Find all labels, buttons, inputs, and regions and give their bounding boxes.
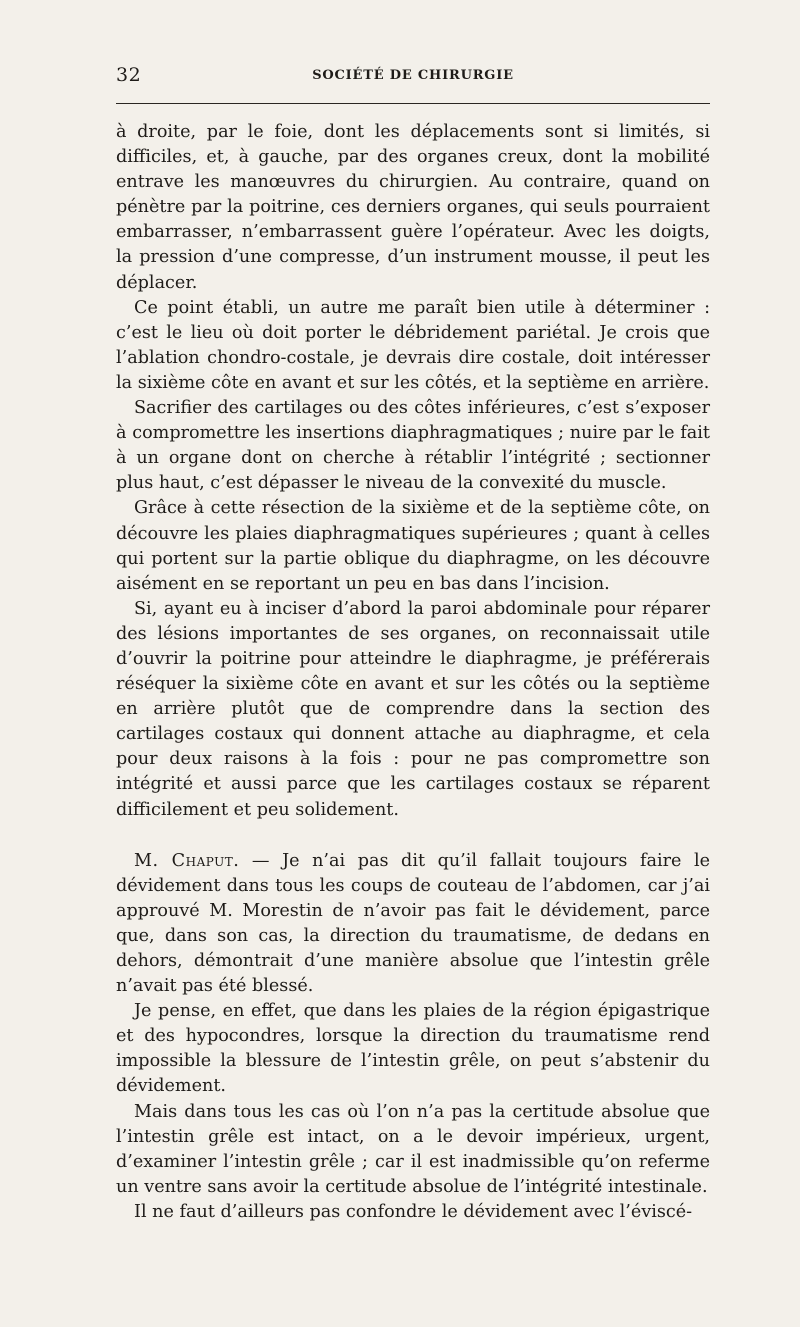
running-title: SOCIÉTÉ DE CHIRURGIE	[312, 68, 514, 83]
paragraph: Si, ayant eu à inciser d’abord la paroi abdominale pour réparer des lésions importantes de ses organes, on reconnaissait utile d’ouvrir la poitrine pour atteindre le diaphragme, je préférerais réséquer la sixième côte en avant et sur les côtés ou la septième en arrière plutôt que de comprendre dans la section des cartilages costaux qui donnent attache au diaphragme, et cela pour deux raisons à la fois : pour ne pas compromettre son intégrité et aussi parce que les cartilages costaux se réparent difficilement et peu solidement.	[116, 598, 710, 820]
paragraph: Mais dans tous les cas où l’on n’a pas la certitude absolue que l’intestin grêle est intact, on a le devoir impérieux, urgent, d’examiner l’intestin grêle ; car il est inadmissible qu’on referme un ventre sans avoir la certitude absolue de l’intégrité intestinale.	[116, 1101, 710, 1197]
speaker-name: M. Chaput.	[134, 850, 240, 871]
paragraph: Ce point établi, un autre me paraît bien utile à déterminer : c’est le lieu où doit porter le débridement pariétal. Je crois que l’ablation chondro-costale, je devrais dire costale, doit intéresser la sixième côte en avant et sur les côtés, et la septième en arrière.	[116, 297, 710, 393]
reply-opening-paragraph	[116, 849, 710, 1000]
paragraph: Grâce à cette résection de la sixième et de la septième côte, on découvre les plaies diaphragmatiques supérieures ; quant à celles qui portent sur la partie oblique du diaphragme, on les découvre aisément en se reportant un peu en bas dans l’incision.	[116, 498, 710, 594]
page-header	[116, 64, 710, 86]
paragraph: à droite, par le foie, dont les déplacements sont si limités, si difficiles, et, à gauche, par des organes creux, dont la mobilité entrave les manœuvres du chirurgien. Au contraire, quand on pénètre par la poitrine, ces derniers organes, qui seuls pourraient embarrasser, n’embarrassent guère l’opérateur. Avec les doigts, la pression d’une compresse, d’un instrument mousse, il peut les déplacer.	[116, 122, 710, 293]
paragraph: Il ne faut d’ailleurs pas confondre le dévidement avec l’éviscé-	[134, 1201, 693, 1222]
page-number: 32	[116, 64, 142, 86]
paragraph: Je pense, en effet, que dans les plaies de la région épigastrique et des hypocondres, lorsque la direction du traumatisme rend impossible la blessure de l’intestin grêle, on peut s’abstenir du dévidement.	[116, 1001, 710, 1097]
speaker-dash: —	[239, 850, 283, 871]
reply-opening-text: Je n’ai pas dit qu’il fallait toujours faire le dévidement dans tous les coups de couteau de l’abdomen, car j’ai approuvé M. Morestin de n’avoir pas fait le dévidement, parce que, dans son cas, la direction du traumatisme, de dedans en dehors, démontrait d’une manière absolue que l’intestin grêle n’avait pas été blessé.	[116, 850, 711, 997]
paragraph: Sacrifier des cartilages ou des côtes inférieures, c’est s’exposer à compromettre les insertions diaphragmatiques ; nuire par le fait à un organe dont on cherche à rétablir l’intégrité ; sectionner plus haut, c’est dépasser le niveau de la convexité du muscle.	[116, 398, 710, 494]
header-rule	[116, 103, 710, 104]
body-text	[116, 120, 710, 1225]
